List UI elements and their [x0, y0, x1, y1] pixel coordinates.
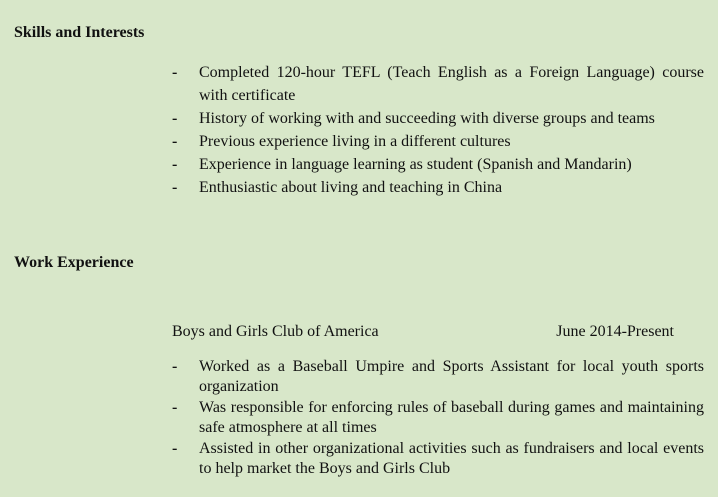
- skills-list: [172, 61, 704, 199]
- skill-text: History of working with and succeeding with diverse groups and teams: [199, 110, 655, 127]
- job-duties-list: [172, 357, 704, 480]
- bullet-dash: -: [172, 399, 178, 416]
- job-dates: June 2014-Present: [556, 323, 674, 340]
- skill-text: Experience in language learning as student (Spanish and Mandarin): [199, 156, 632, 173]
- bullet-dash: -: [172, 156, 178, 173]
- duty-text: Assisted in other organizational activities such as fundraisers and local events to help market the Boys and Girls Club: [199, 440, 704, 477]
- list-item: [172, 107, 704, 130]
- bullet-dash: -: [172, 440, 178, 457]
- duty-text: Was responsible for enforcing rules of baseball during games and maintaining safe atmosphere at all times: [199, 399, 704, 436]
- bullet-dash: -: [172, 110, 178, 127]
- list-item: [172, 357, 704, 397]
- list-item: [172, 398, 704, 438]
- list-item: [172, 176, 704, 199]
- job-organization: Boys and Girls Club of America: [172, 323, 379, 340]
- job-header: [172, 322, 674, 342]
- list-item: [172, 130, 704, 153]
- skills-heading: Skills and Interests: [14, 24, 145, 41]
- list-item: [172, 61, 704, 107]
- skill-text: Completed 120-hour TEFL (Teach English as a Foreign Language) course with certificate: [199, 64, 704, 104]
- bullet-dash: -: [172, 358, 178, 375]
- bullet-dash: -: [172, 133, 178, 150]
- list-item: [172, 153, 704, 176]
- skill-text: Previous experience living in a different cultures: [199, 133, 511, 150]
- list-item: [172, 439, 704, 479]
- bullet-dash: -: [172, 64, 178, 81]
- skill-text: Enthusiastic about living and teaching in China: [199, 179, 503, 196]
- duty-text: Worked as a Baseball Umpire and Sports Assistant for local youth sports organization: [199, 358, 704, 395]
- bullet-dash: -: [172, 179, 178, 196]
- work-heading: Work Experience: [14, 254, 134, 271]
